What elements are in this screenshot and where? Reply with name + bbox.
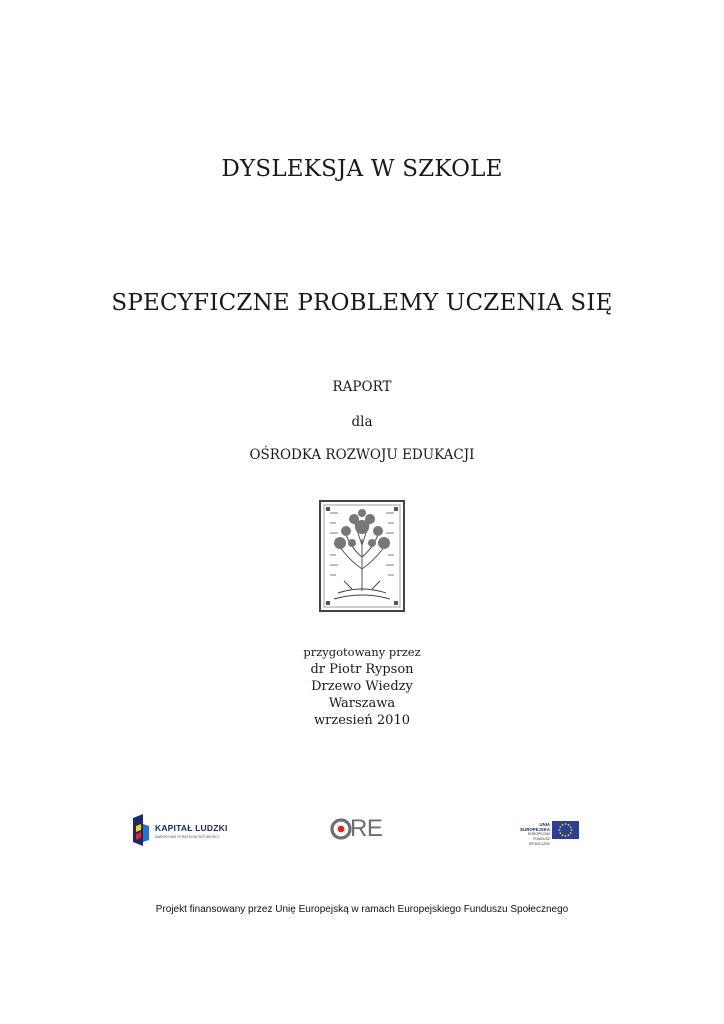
eu-line-2: EUROPEJSKI (527, 832, 550, 836)
eu-flag-icon (552, 821, 579, 839)
eu-star-icon (568, 834, 570, 836)
ore-circle-icon (330, 818, 352, 840)
document-title: DYSLEKSJA W SZKOLE (221, 156, 503, 182)
eu-text (514, 822, 550, 847)
kapital-ludzki-logo (133, 814, 243, 846)
organization: Drzewo Wiedzy (311, 679, 413, 694)
tree-of-knowledge-emblem (318, 499, 406, 613)
eu-star-icon (562, 824, 564, 826)
kapital-ludzki-tagline: NARODOWA STRATEGIA SPÓJNOŚCI (155, 835, 219, 839)
eu-star-icon (559, 826, 561, 828)
kapital-ludzki-mark-icon (133, 814, 149, 846)
kapital-ludzki-name: KAPITAŁ LUDZKI (155, 823, 228, 833)
ore-text: RE (350, 815, 383, 842)
eu-star-icon (568, 824, 570, 826)
eu-line-3: FUNDUSZ SPOŁECZNY (528, 837, 550, 846)
city: Warszawa (328, 696, 396, 711)
report-label: RAPORT (332, 379, 392, 395)
recipient: OŚRODKA ROZWOJU EDUKACJI (249, 447, 475, 463)
eu-star-icon (571, 829, 573, 831)
eu-star-icon (562, 834, 564, 836)
eu-star-icon (570, 826, 572, 828)
eu-star-icon (559, 829, 561, 831)
funding-footer: Projekt finansowany przez Unię Europejską w ramach Europejskiego Funduszu Społecznego (155, 904, 569, 915)
document-subtitle: SPECYFICZNE PROBLEMY UCZENIA SIĘ (111, 290, 613, 316)
eu-star-icon (565, 823, 567, 825)
eu-star-icon (570, 832, 572, 834)
eu-line-1: UNIA EUROPEJSKA (520, 822, 550, 832)
eu-star-icon (565, 835, 567, 837)
prepared-by-label: przygotowany przez (303, 645, 421, 659)
ore-logo (330, 815, 390, 845)
credits (0, 644, 724, 729)
author: dr Piotr Rypson (310, 662, 414, 677)
eu-star-icon (559, 832, 561, 834)
date: wrzesień 2010 (314, 713, 410, 728)
eu-logo (514, 820, 580, 846)
for-label: dla (351, 414, 373, 430)
